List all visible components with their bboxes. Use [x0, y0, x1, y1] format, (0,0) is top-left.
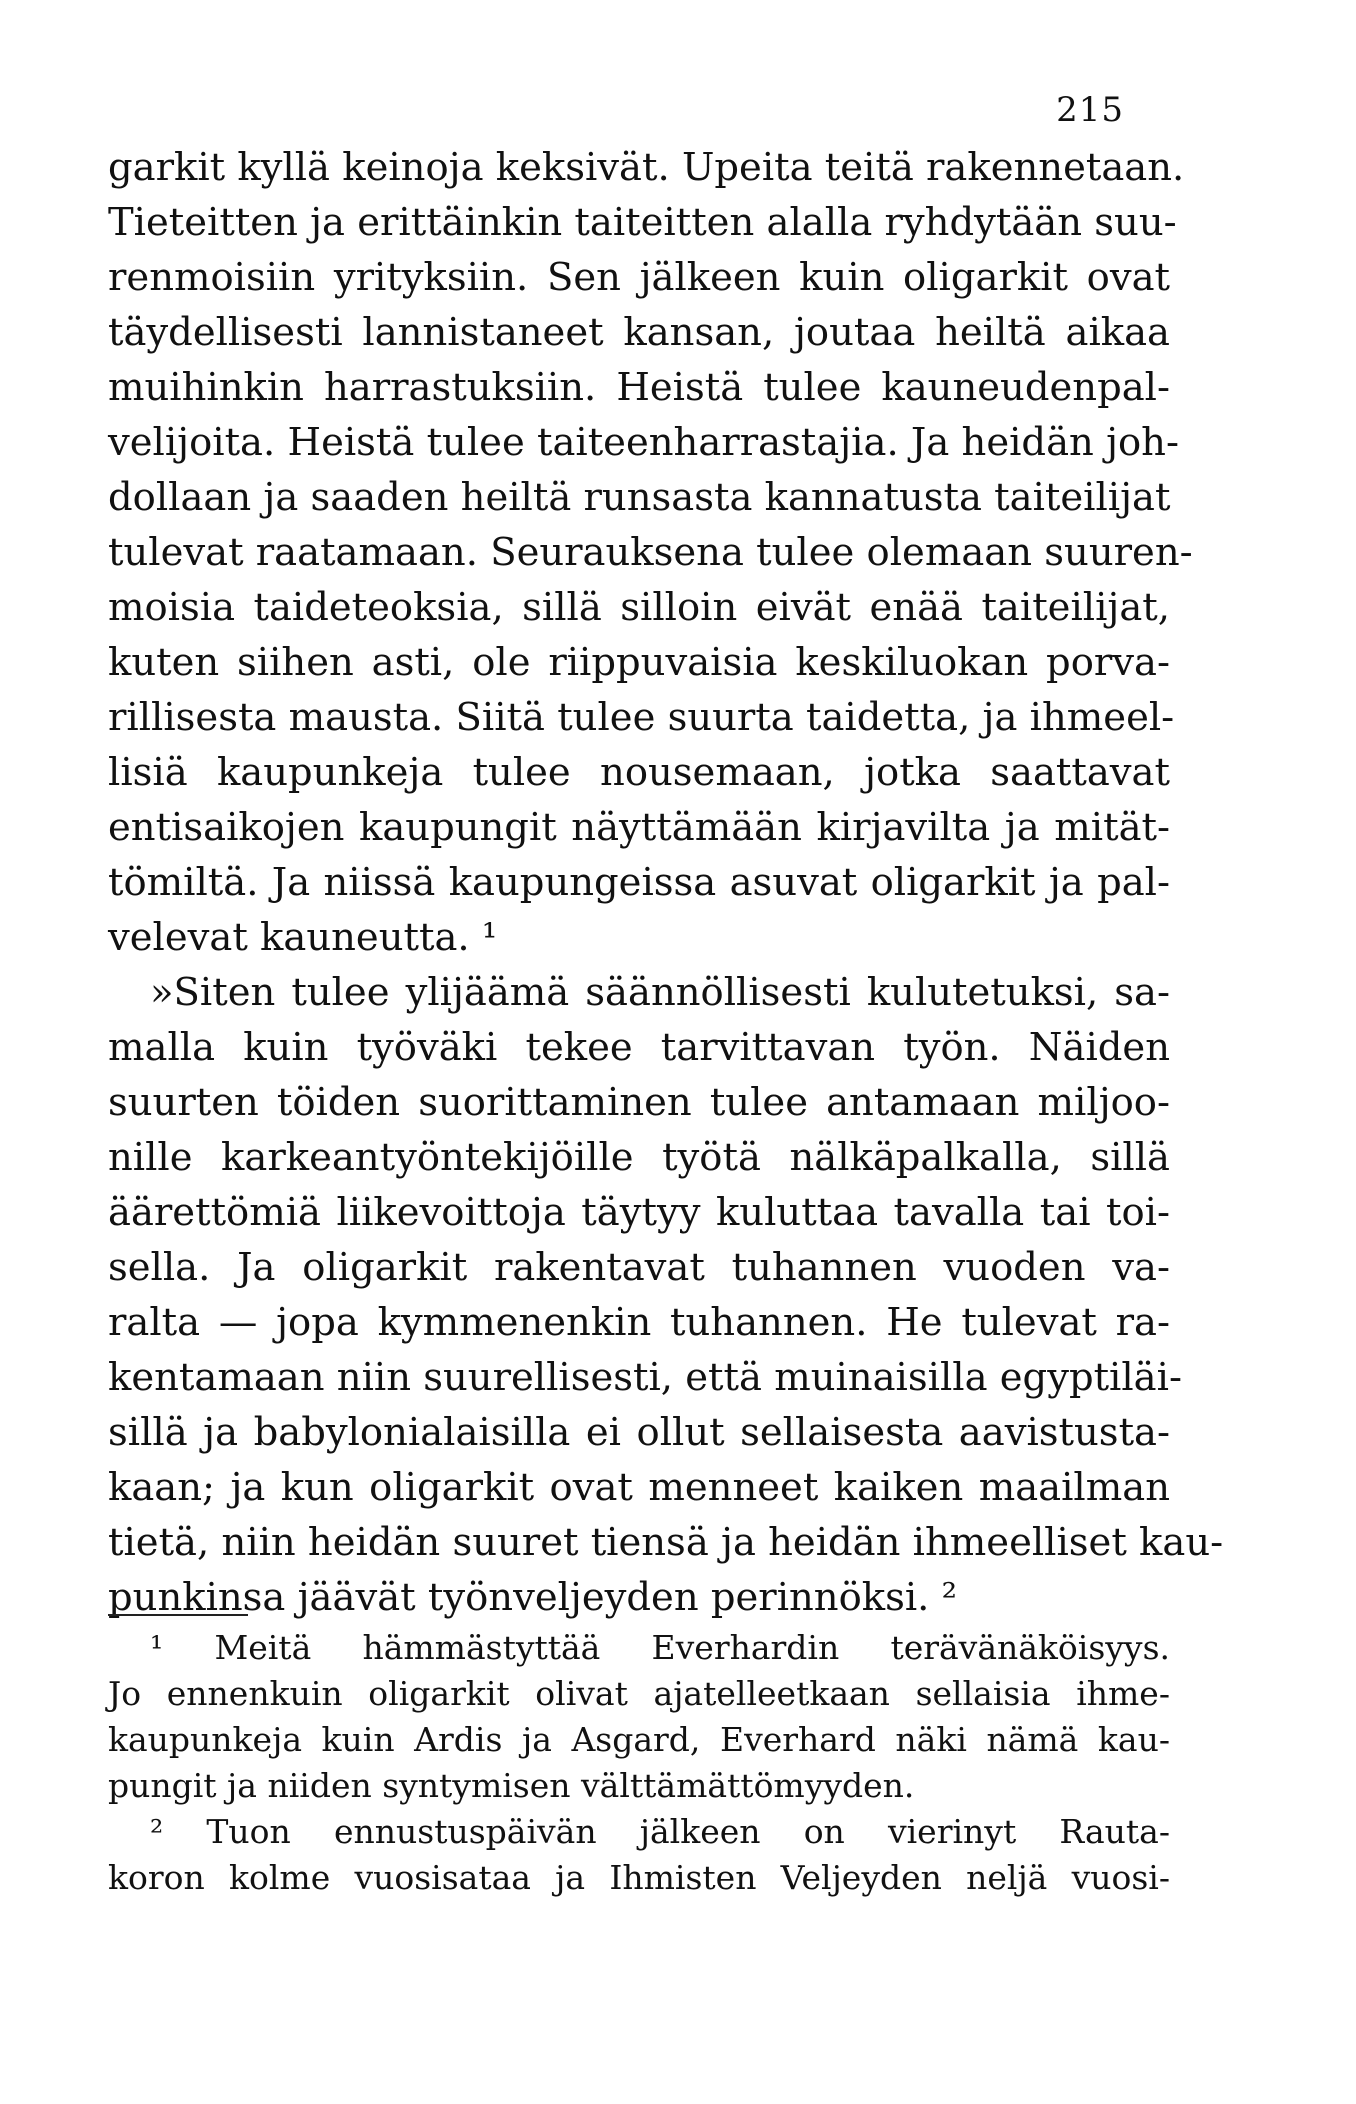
- footnote-divider: [108, 1614, 248, 1616]
- text-line: täydellisesti lannistaneet kansan, joutaa heiltä aikaa: [108, 310, 1170, 355]
- text-line: sella. Ja oligarkit rakentavat tuhannen vuoden va-: [108, 1245, 1170, 1290]
- footnote-line: koron kolme vuosisataa ja Ihmisten Veljeyden neljä vuosi-: [108, 1858, 1170, 1897]
- main-text: [108, 140, 1224, 1625]
- footnote-line: Jo ennenkuin oligarkit olivat ajatelleetkaan sellaisia ihme-: [108, 1674, 1170, 1713]
- text-line: velijoita. Heistä tulee taiteenharrastajia. Ja heidän joh-: [108, 420, 1179, 465]
- text-line: muihinkin harrastuksiin. Heistä tulee kauneudenpal-: [108, 365, 1170, 410]
- text-line: garkit kyllä keinoja keksivät. Upeita teitä rakennetaan.: [108, 145, 1185, 190]
- page-number: 215: [1056, 90, 1124, 130]
- text-line: sillä ja babylonialaisilla ei ollut sellaisesta aavistusta-: [108, 1410, 1170, 1455]
- footnotes: [108, 1625, 1170, 1901]
- text-line: velevat kauneutta. ¹: [108, 915, 498, 960]
- text-line: dollaan ja saaden heiltä runsasta kannatusta taiteilijat: [108, 475, 1171, 520]
- text-line: tietä, niin heidän suuret tiensä ja heidän ihmeelliset kau-: [108, 1520, 1224, 1565]
- text-line: entisaikojen kaupungit näyttämään kirjavilta ja mität-: [108, 805, 1170, 850]
- footnote-line: ¹ Meitä hämmästyttää Everhardin terävänäköisyys.: [150, 1628, 1170, 1667]
- text-line: lisiä kaupunkeja tulee nousemaan, jotka saattavat: [108, 750, 1170, 795]
- text-line: rillisesta mausta. Siitä tulee suurta taidetta, ja ihmeel-: [108, 695, 1175, 740]
- text-line: moisia taideteoksia, sillä silloin eivät enää taiteilijat,: [108, 585, 1170, 630]
- text-line: tulevat raatamaan. Seurauksena tulee olemaan suuren-: [108, 530, 1193, 575]
- text-line: Tieteitten ja erittäinkin taiteitten alalla ryhdytään suu-: [108, 200, 1177, 245]
- footnote-line: pungit ja niiden syntymisen välttämättömyyden.: [108, 1766, 915, 1805]
- text-line: »Siten tulee ylijäämä säännöllisesti kulutetuksi, sa-: [150, 970, 1170, 1015]
- text-line: kentamaan niin suurellisesti, että muinaisilla egyptiläi-: [108, 1355, 1182, 1400]
- text-line: malla kuin työväki tekee tarvittavan työn. Näiden: [108, 1025, 1170, 1070]
- text-line: renmoisiin yrityksiin. Sen jälkeen kuin oligarkit ovat: [108, 255, 1170, 300]
- footnote-line: kaupunkeja kuin Ardis ja Asgard, Everhard näki nämä kau-: [108, 1720, 1170, 1759]
- text-line: kuten siihen asti, ole riippuvaisia keskiluokan porva-: [108, 640, 1170, 685]
- footnote-line: ² Tuon ennustuspäivän jälkeen on vierinyt Rauta-: [150, 1812, 1170, 1851]
- text-line: nille karkeantyöntekijöille työtä nälkäpalkalla, sillä: [108, 1135, 1170, 1180]
- text-line: kaan; ja kun oligarkit ovat menneet kaiken maailman: [108, 1465, 1170, 1510]
- text-line: tömiltä. Ja niissä kaupungeissa asuvat oligarkit ja pal-: [108, 860, 1170, 905]
- text-line: äärettömiä liikevoittoja täytyy kuluttaa tavalla tai toi-: [108, 1190, 1170, 1235]
- text-line: ralta — jopa kymmenenkin tuhannen. He tulevat ra-: [108, 1300, 1170, 1345]
- text-line: punkinsa jäävät työnveljeyden perinnöksi. ²: [108, 1575, 958, 1620]
- text-line: suurten töiden suorittaminen tulee antamaan miljoo-: [108, 1080, 1170, 1125]
